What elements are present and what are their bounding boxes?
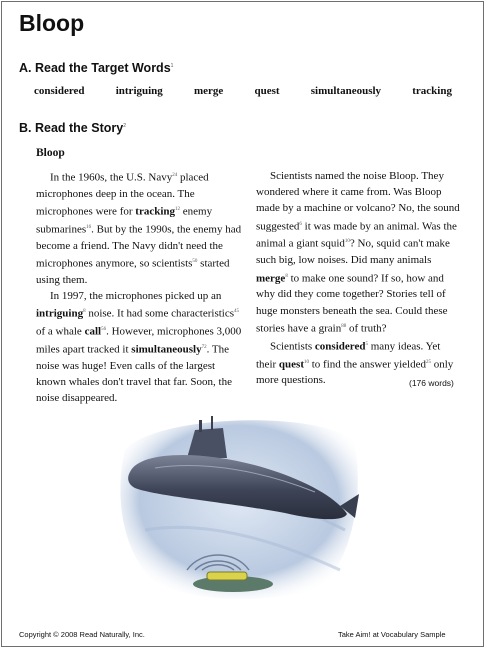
story-text: . But by the 1990s, the enemy had become a friend. The Navy didn't need the microphones anymore, so scientists (36, 223, 242, 270)
word-count: (176 words) (409, 378, 454, 388)
story-text: Scientists named the noise Bloop. They wondered where it came from. Was Bloop made by a machine or volcano? No, the sound suggested (256, 170, 460, 233)
word-count-marker: 12 (175, 207, 181, 213)
target-word-in-text: call (84, 325, 102, 338)
word-count-marker: 45 (234, 309, 240, 315)
target-word: quest (254, 85, 280, 97)
submarine-illustration (115, 410, 365, 605)
periscope (199, 420, 202, 432)
word-count-marker: 10 (344, 239, 350, 245)
story-title: Bloop (36, 147, 65, 159)
target-word: considered (34, 85, 85, 97)
story-paragraph (256, 168, 462, 337)
footer-copyright: Copyright © 2008 Read Naturally, Inc. (19, 630, 145, 639)
target-word: tracking (412, 85, 452, 97)
target-words-list (34, 85, 452, 97)
story-text: placed microphones deep in the ocean. The microphones were for (36, 171, 209, 218)
story-text: . However, microphones 3,000 miles apart tracked it (36, 325, 242, 356)
word-count-marker: 6 (299, 221, 302, 227)
section-b-heading (19, 121, 126, 135)
story-text: to make one sound? If so, how and why did they come together? Stories tell of huge monsters beneath the sea. Could these stories have a grain (256, 272, 448, 335)
story-text: enemy submarines (36, 205, 213, 236)
word-count-marker: 8 (83, 309, 86, 315)
target-word: intriguing (115, 85, 163, 97)
section-a-heading (19, 61, 173, 75)
story-text: . The noise was huge! Even calls of the largest known whales don't travel that far. Soon, the noise disappeared. (36, 343, 232, 405)
story-text: started using them. (36, 257, 230, 286)
target-word-in-text: quest (278, 358, 304, 371)
word-count-marker: 56 (101, 327, 107, 333)
footer-sample-label: Take Aim! at Vocabulary Sample (338, 630, 446, 639)
story-text: noise. It had some characteristics (85, 307, 235, 320)
story-text: of a whale (36, 325, 85, 338)
story-paragraph (36, 168, 242, 288)
story-text: many ideas. Yet their (256, 340, 441, 371)
story-text: In the 1960s, the U.S. Navy (50, 171, 173, 184)
target-word-in-text: tracking (135, 205, 176, 218)
word-count-marker: 25 (425, 359, 431, 365)
word-count-marker: 8 (285, 273, 288, 279)
target-word-in-text: considered (314, 340, 366, 353)
periscope (211, 416, 213, 430)
story-text: only more questions. (256, 358, 454, 387)
story-text: it was made by an animal. Was the animal a giant squid (256, 220, 457, 251)
page-title: Bloop (19, 10, 85, 36)
underwater-microphone (207, 572, 247, 580)
target-word: simultaneously (310, 85, 382, 97)
story-text: to find the answer yielded (308, 358, 426, 371)
section-a-label: A. Read the Target Words (19, 61, 171, 75)
story-column-right (256, 168, 462, 389)
story-paragraph (36, 288, 242, 406)
section-b-footnote: 2 (123, 122, 126, 129)
story-column-left (36, 168, 242, 406)
story-text: of truth? (346, 322, 387, 335)
word-count-marker: 72 (201, 344, 207, 350)
section-b-label: B. Read the Story (19, 121, 124, 135)
story-text: In 1997, the microphones picked up an (50, 290, 222, 303)
story-text: ? No, squid can't make such big, low noises. Did many animals (256, 238, 450, 267)
target-word-in-text: simultaneously (131, 343, 202, 356)
word-count-marker: 50 (192, 258, 198, 264)
story-text: Scientists (270, 340, 315, 353)
word-count-marker: 5 (365, 341, 368, 347)
section-a-footnote: 1 (170, 62, 174, 69)
target-word-in-text: intriguing (36, 307, 84, 320)
target-word: merge (193, 85, 224, 97)
word-count-marker: 10 (303, 359, 309, 365)
word-count-marker: 24 (172, 173, 178, 178)
word-count-marker: 88 (341, 323, 347, 329)
target-word-in-text: merge (256, 272, 286, 285)
word-count-marker: 16 (86, 224, 92, 230)
